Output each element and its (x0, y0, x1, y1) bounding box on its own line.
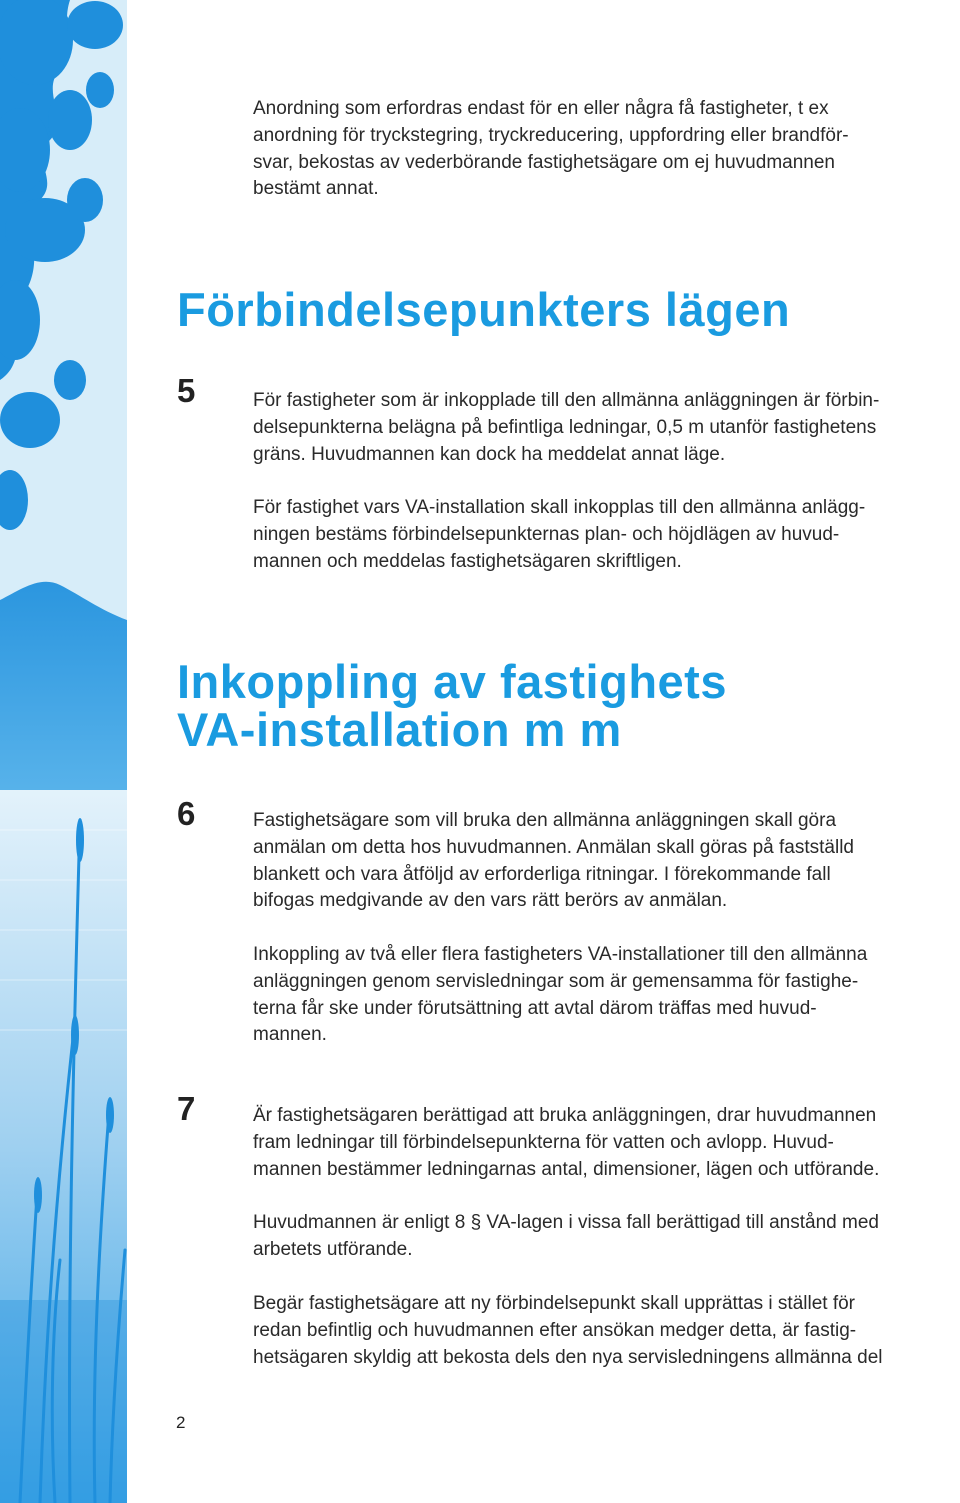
paragraph-line: delsepunkterna belägna på befintliga ledningar, 0,5 m utanför fastighetens (253, 416, 877, 438)
paragraph-line: arbetets utförande. (253, 1238, 413, 1260)
paragraph-line: mannen bestämmer ledningarnas antal, dimensioner, lägen och utförande. (253, 1158, 880, 1180)
paragraph-5b (253, 495, 953, 575)
paragraph-line: Är fastighetsägaren berättigad att bruka anläggningen, drar huvudmannen (253, 1105, 877, 1126)
section-number-6: 6 (177, 795, 196, 832)
heading-line: Inkoppling av fastighets (177, 655, 727, 708)
paragraph-line: Huvudmannen är enligt 8 § VA-lagen i vissa fall berättigad till anstånd med (253, 1212, 879, 1233)
section-heading-connection (177, 655, 727, 756)
paragraph-6b (253, 942, 953, 1049)
paragraph-7b (253, 1210, 953, 1264)
paragraph-line: hetsägaren skyldig att bekosta dels den nya servisledningens allmänna del (253, 1346, 883, 1368)
paragraph-line: redan befintlig och huvudmannen efter ansökan medger detta, är fastig- (253, 1319, 857, 1341)
paragraph-line: fram ledningar till förbindelsepunkterna för vatten och avlopp. Huvud- (253, 1131, 834, 1153)
section-number-5: 5 (177, 372, 196, 409)
intro-line: Anordning som erfordras endast för en eller några få fastigheter, t ex (253, 98, 829, 119)
decorative-photo-strip (0, 0, 127, 1503)
paragraph-line: bifogas medgivande av den vars rätt berörs av anmälan. (253, 890, 728, 912)
paragraph-line: Begär fastighetsägare att ny förbindelsepunkt skall upprättas i stället för (253, 1293, 856, 1314)
lake-photo-image (0, 0, 127, 1503)
paragraph-line: gräns. Huvudmannen kan dock ha meddelat annat läge. (253, 443, 726, 465)
intro-line: bestämt annat. (253, 178, 379, 200)
paragraph-line: mannen och meddelas fastighetsägaren skriftligen. (253, 550, 682, 572)
intro-line: anordning för tryckstegring, tryckreducering, uppfordring eller brandför- (253, 124, 849, 146)
paragraph-line: anmälan om detta hos huvudmannen. Anmälan skall göras på fastställd (253, 836, 854, 858)
paragraph-line: Inkoppling av två eller flera fastigheters VA-installationer till den allmänna (253, 944, 868, 965)
paragraph-line: För fastigheter som är inkopplade till den allmänna anläggningen är förbin- (253, 390, 880, 411)
page-number: 2 (176, 1413, 186, 1432)
paragraph-line: mannen. (253, 1024, 327, 1046)
heading-line: VA-installation m m (177, 703, 622, 756)
paragraph-7a (253, 1103, 953, 1183)
paragraph-line: Fastighetsägare som vill bruka den allmänna anläggningen skall göra (253, 810, 837, 831)
paragraph-5a (253, 388, 953, 468)
paragraph-line: ningen bestäms förbindelsepunkternas plan- och höjdlägen av huvud- (253, 523, 840, 545)
paragraph-6a (253, 808, 953, 915)
paragraph-7c (253, 1291, 953, 1371)
paragraph-line: anläggningen genom servisledningar som är gemensamma för fastighe- (253, 970, 859, 992)
paragraph-line: terna får ske under förutsättning att avtal därom träffas med huvud- (253, 997, 817, 1019)
intro-line: svar, bekostas av vederbörande fastighetsägare om ej huvudmannen (253, 151, 835, 173)
section-heading-connection-points: Förbindelsepunkters lägen (177, 283, 791, 336)
intro-paragraph (253, 96, 953, 203)
paragraph-line: För fastighet vars VA-installation skall inkopplas till den allmänna anlägg- (253, 497, 866, 518)
section-number-7: 7 (177, 1090, 196, 1127)
paragraph-line: blankett och vara åtföljd av erforderliga ritningar. I förekommande fall (253, 863, 831, 885)
